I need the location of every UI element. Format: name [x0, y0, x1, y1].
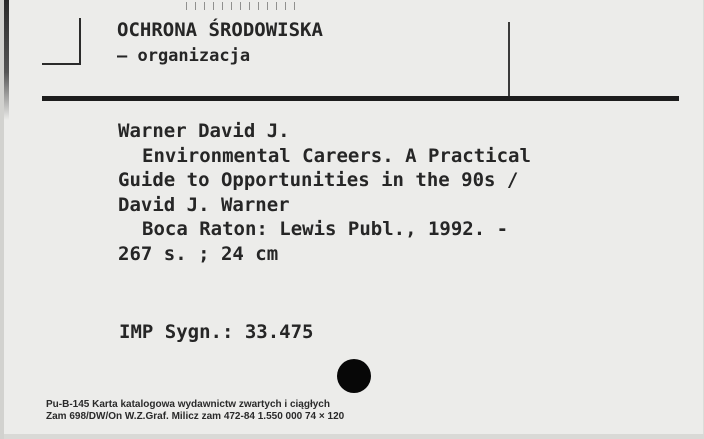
imprint-line: Pu-B-145 Karta katalogowa wydawnictw zwartych i ciągłych — [46, 399, 330, 410]
card-edge-shadow — [4, 0, 9, 120]
corner-bracket-vertical — [79, 18, 81, 64]
column-divider — [508, 22, 510, 96]
subject-subheading: – organizacja — [117, 46, 251, 66]
entry-title-line: Environmental Careers. A Practical — [142, 144, 531, 167]
call-number: IMP Sygn.: 33.475 — [119, 321, 314, 343]
entry-title-line: Guide to Opportunities in the 90s / — [118, 169, 519, 192]
entry-author: Warner David J. — [118, 120, 290, 142]
punch-hole — [337, 359, 371, 393]
imprint-line: Zam 698/DW/On W.Z.Graf. Milicz zam 472-84 1.550 000 74 × 120 — [46, 411, 345, 422]
entry-responsibility: David J. Warner — [118, 193, 290, 216]
entry-physical-description: 267 s. ; 24 cm — [118, 242, 279, 265]
corner-bracket-horizontal — [42, 63, 81, 65]
card-imprint — [46, 399, 344, 423]
card-edge-bottom — [4, 434, 704, 439]
subject-heading: OCHRONA ŚRODOWISKA — [117, 19, 323, 41]
print-marks — [186, 2, 296, 10]
bibliographic-entry — [118, 119, 531, 267]
heading-rule — [42, 96, 679, 101]
entry-publication: Boca Raton: Lewis Publ., 1992. - — [142, 218, 509, 241]
